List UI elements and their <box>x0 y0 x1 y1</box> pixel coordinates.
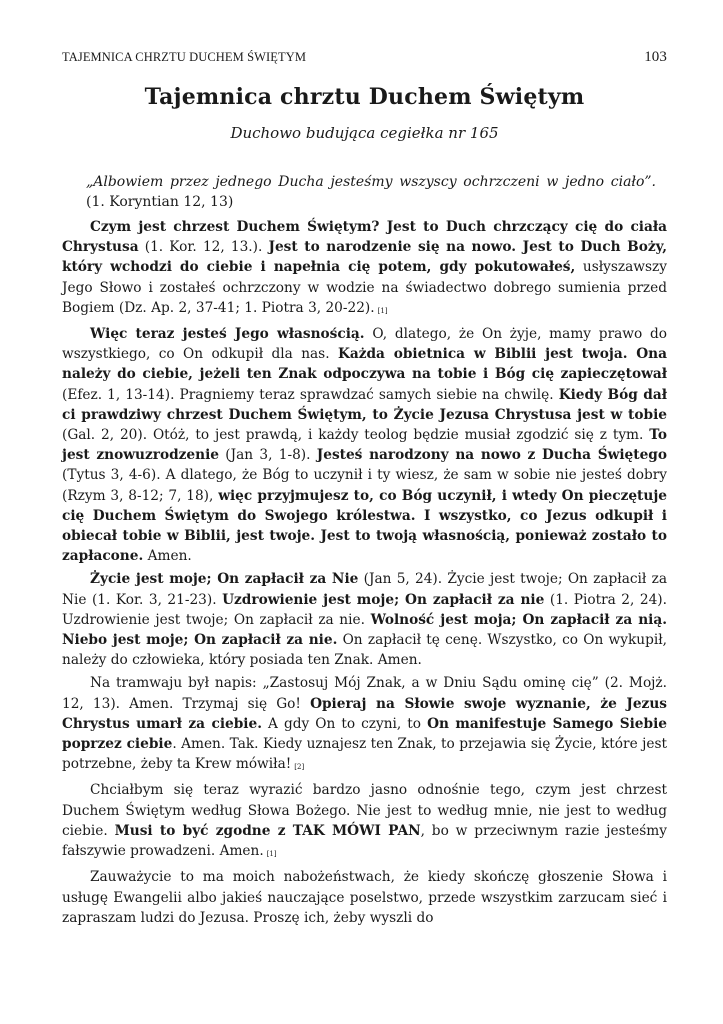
text-segment: (Efez. 1, 13-14). Pragniemy teraz sprawdzać samych siebie na chwilę. <box>62 386 559 403</box>
bold-text-segment: Jesteś narodzony na nowo z Ducha Świętego <box>316 447 667 464</box>
chapter-subtitle: Duchowo budująca cegiełka nr 165 <box>230 124 499 142</box>
epigraph-reference: (1. Koryntian 12, 13) <box>86 194 234 210</box>
bold-text-segment: Opieraj na Słowie swoje wyznanie, że Jezus Chrystus umarł za ciebie. <box>62 695 667 732</box>
paragraph <box>62 569 667 670</box>
running-head <box>62 50 667 68</box>
bold-text-segment: Wolność jest moja; On zapłacił za nią. Niebo jest moje; On zapłacił za nie. <box>62 611 667 649</box>
body-text <box>62 217 667 931</box>
text-segment: Zauważycie to ma moich nabożeństwach, że kiedy skończę głoszenie Słowa i usługę Ewangelii albo jakieś nauczające poselstwo, przede wszystkim zarzucam sieć i zapraszam ludzi do Jezusa. Proszę ich, żeby wyszli do <box>62 869 667 926</box>
bold-text-segment: Czym jest chrzest Duchem Świętym? Jest to Duch chrzczący cię do ciała Chrystusa <box>62 219 667 256</box>
text-segment: On zapłacił tę cenę. Wszystko, co On wykupił, należy do człowieka, który posiada ten Znak. Amen. <box>62 632 667 669</box>
running-head-title: TAJEMNICA CHRZTU DUCHEM ŚWIĘTYM <box>62 50 307 64</box>
text-segment: , bo w przeciwnym razie jesteśmy fałszywie prowadzeni. Amen. <box>62 822 667 860</box>
bold-text-segment: Musi to być zgodne z TAK MÓWI PAN <box>114 822 421 839</box>
paragraph <box>62 780 667 864</box>
text-segment: Na tramwaju był napis: „Zastosuj Mój Znak, a w Dniu Sądu ominę cię” (2. Mojż. 12, 13). Amen. Trzymaj się Go! <box>62 675 667 712</box>
footnote-marker: [1] <box>377 306 388 315</box>
paragraph <box>62 673 667 777</box>
bold-text-segment: Życie jest moje; On zapłacił za Nie <box>90 571 359 588</box>
text-segment: (Jan 3, 1-8). <box>219 447 317 464</box>
bold-text-segment: Uzdrowienie jest moje; On zapłacił za nie <box>222 591 545 608</box>
paragraph <box>62 217 667 321</box>
bold-text-segment: Jest to narodzenie się na nowo. Jest to Duch Boży, który wchodzi do ciebie i napełnia cię potem, gdy pokutowałeś, <box>62 239 667 276</box>
text-segment: (Tytus 3, 4-6). A dlatego, że Bóg to uczynił i ty wiesz, że sam w sobie nie jesteś dobry (Rzym 3, 8-12; 7, 18), <box>62 467 667 504</box>
text-segment: . Amen. Tak. Kiedy uznajesz ten Znak, to przejawia się Życie, które jest potrzebne, żeby ta Krew mówiła! <box>62 736 667 773</box>
bold-text-segment: To jest znowuzrodzenie <box>62 427 667 464</box>
text-segment: (1. Piotra 2, 24). Uzdrowienie jest twoje; On zapłacił za nie. <box>62 591 667 628</box>
text-segment: (1. Kor. 12, 13.). <box>138 239 269 256</box>
bold-text-segment: On manifestuje Samego Siebie poprzez ciebie <box>62 715 667 753</box>
text-segment: (Jan 5, 24). Życie jest twoje; On zapłacił za Nie (1. Kor. 3, 21-23). <box>62 571 667 608</box>
chapter-title: Tajemnica chrztu Duchem Świętym <box>144 84 585 110</box>
epigraph-quote: „Albowiem przez jednego Ducha jesteśmy wszyscy ochrzczeni w jedno ciało”. <box>86 174 656 190</box>
text-segment: (Gal. 2, 20). Otóż, to jest prawdą, i każdy teolog będzie musiał zgodzić się z tym. <box>62 427 650 444</box>
text-segment: Amen. <box>143 548 192 565</box>
text-segment: Chciałbym się teraz wyrazić bardzo jasno odnośnie tego, czym jest chrzest Duchem Świętym według Słowa Bożego. Nie jest to według mnie, nie jest to według ciebie. <box>62 782 667 839</box>
text-segment: O, dlatego, że On żyje, mamy prawo do wszystkiego, co On odkupił dla nas. <box>62 326 667 363</box>
footnote-marker: [1] <box>266 850 277 859</box>
bold-text-segment: więc przyjmujesz to, co Bóg uczynił, i wtedy On pieczętuje cię Duchem Świętym do Swojego królestwa. I wszystko, co Jezus odkupił i obiecał tobie w Biblii, jest twoje. Jest to twoją własnością, ponieważ zostało to zapłacone. <box>62 487 667 565</box>
bold-text-segment: Więc teraz jesteś Jego własnością. <box>90 326 365 343</box>
text-segment: A gdy On to czyni, to <box>261 715 428 732</box>
paragraph <box>62 324 667 566</box>
bold-text-segment: Kiedy Bóg dał ci prawdziwy chrzest Duchem Świętym, to Życie Jezusa Chrystusa jest w tobie <box>62 386 667 423</box>
paragraph <box>62 867 667 928</box>
text-segment: usłyszawszy Jego Słowo i zostałeś ochrzczony w wodzie na świadectwo dobrego sumienia przed Bogiem (Dz. Ap. 2, 37-41; 1. Piotra 3, 20-22). <box>62 259 667 316</box>
bold-text-segment: Każda obietnica w Biblii jest twoja. Ona należy do ciebie, jeżeli ten Znak odpoczywa na tobie i Bóg cię zapieczętował <box>62 346 667 383</box>
epigraph <box>86 172 656 212</box>
footnote-marker: [2] <box>294 763 305 772</box>
page-number: 103 <box>644 49 667 65</box>
